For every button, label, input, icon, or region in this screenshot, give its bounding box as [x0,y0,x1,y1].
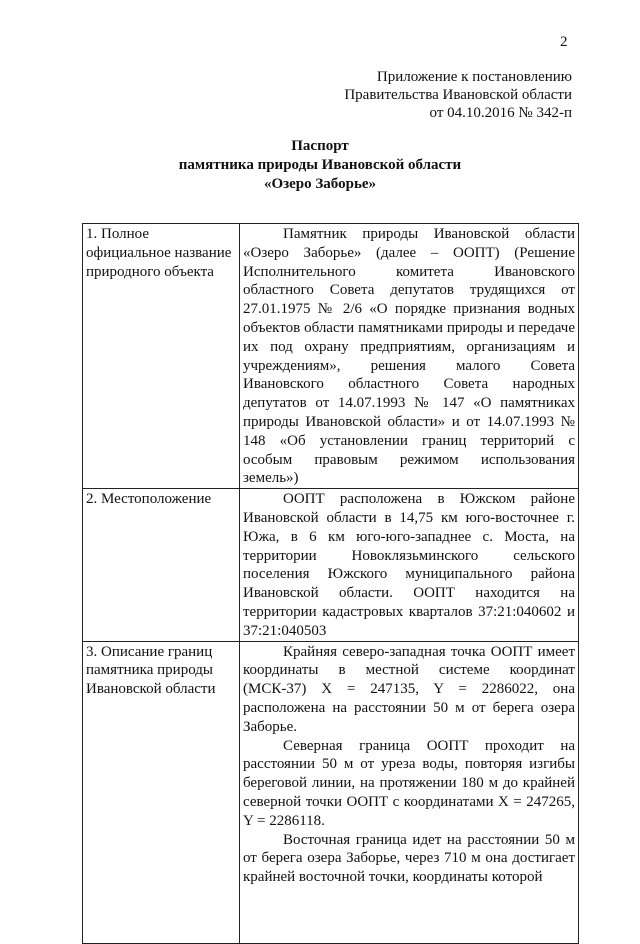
document-title [0,137,640,194]
row-label: 1. Полное официальное название природного объекта [83,224,240,489]
table-row [83,224,579,489]
passport-table [82,223,579,944]
paragraph: Восточная граница идет на расстоянии 50 м от берега озера Заборье, через 710 м она достигает крайней восточной точки, координаты которой [243,831,575,886]
paragraph: Крайняя северо-западная точка ООПТ имеет координаты в местной системе координат (МСК-37) X = 247135, Y = 2286022, она расположена на расстоянии 50 м от берега озера Заборье. [243,643,575,735]
paragraph: Северная граница ООПТ проходит на расстоянии 50 м от уреза воды, повторяя изгибы береговой линии, на протяжении 180 м до крайней северной точки ООПТ с координатами X = 247265, Y = 2286118. [243,737,575,829]
row-value [240,224,579,489]
row-value [240,489,579,641]
row-label: 3. Описание границ памятника природы Ивановской области [83,641,240,943]
title-line: «Озеро Заборье» [263,176,377,192]
paragraph: ООПТ расположена в Южском районе Ивановской области в 14,75 км юго-восточнее г. Южа, в 6 км юго-юго-западнее с. Моста, на территории Новоклязьминского сельского поселения Южского муниципального района Ивановской области. ООПТ находится на территории кадастровых кварталов 37:21:040602 и 37:21:040503 [243,491,575,639]
table-row [83,641,579,943]
table-row [83,489,579,641]
appendix-line: Правительства Ивановской области [344,87,572,103]
title-line: Паспорт [291,138,349,154]
appendix-header [344,68,572,122]
row-label: 2. Местоположение [83,489,240,641]
paragraph: Памятник природы Ивановской области «Озеро Заборье» (далее – ООПТ) (Решение Исполнительного комитета Ивановского областного Совета депутатов трудящихся от 27.01.1975 № 2/6 «О порядке признания водных объектов области памятниками природы и передаче их под охрану предприятиям, организациям и учреждениям», решения малого Совета Ивановского областного Совета народных депутатов от 14.07.1993 № 147 «О памятниках природы Ивановской области» и от 14.07.1993 № 148 «Об установлении границ территорий с особым правовым режимом использования земель») [243,226,575,487]
appendix-line: Приложение к постановлению [376,69,572,85]
title-line: памятника природы Ивановской области [178,157,462,173]
row-value [240,641,579,943]
appendix-line: от 04.10.2016 № 342-п [429,105,572,121]
page-number: 2 [560,34,568,50]
